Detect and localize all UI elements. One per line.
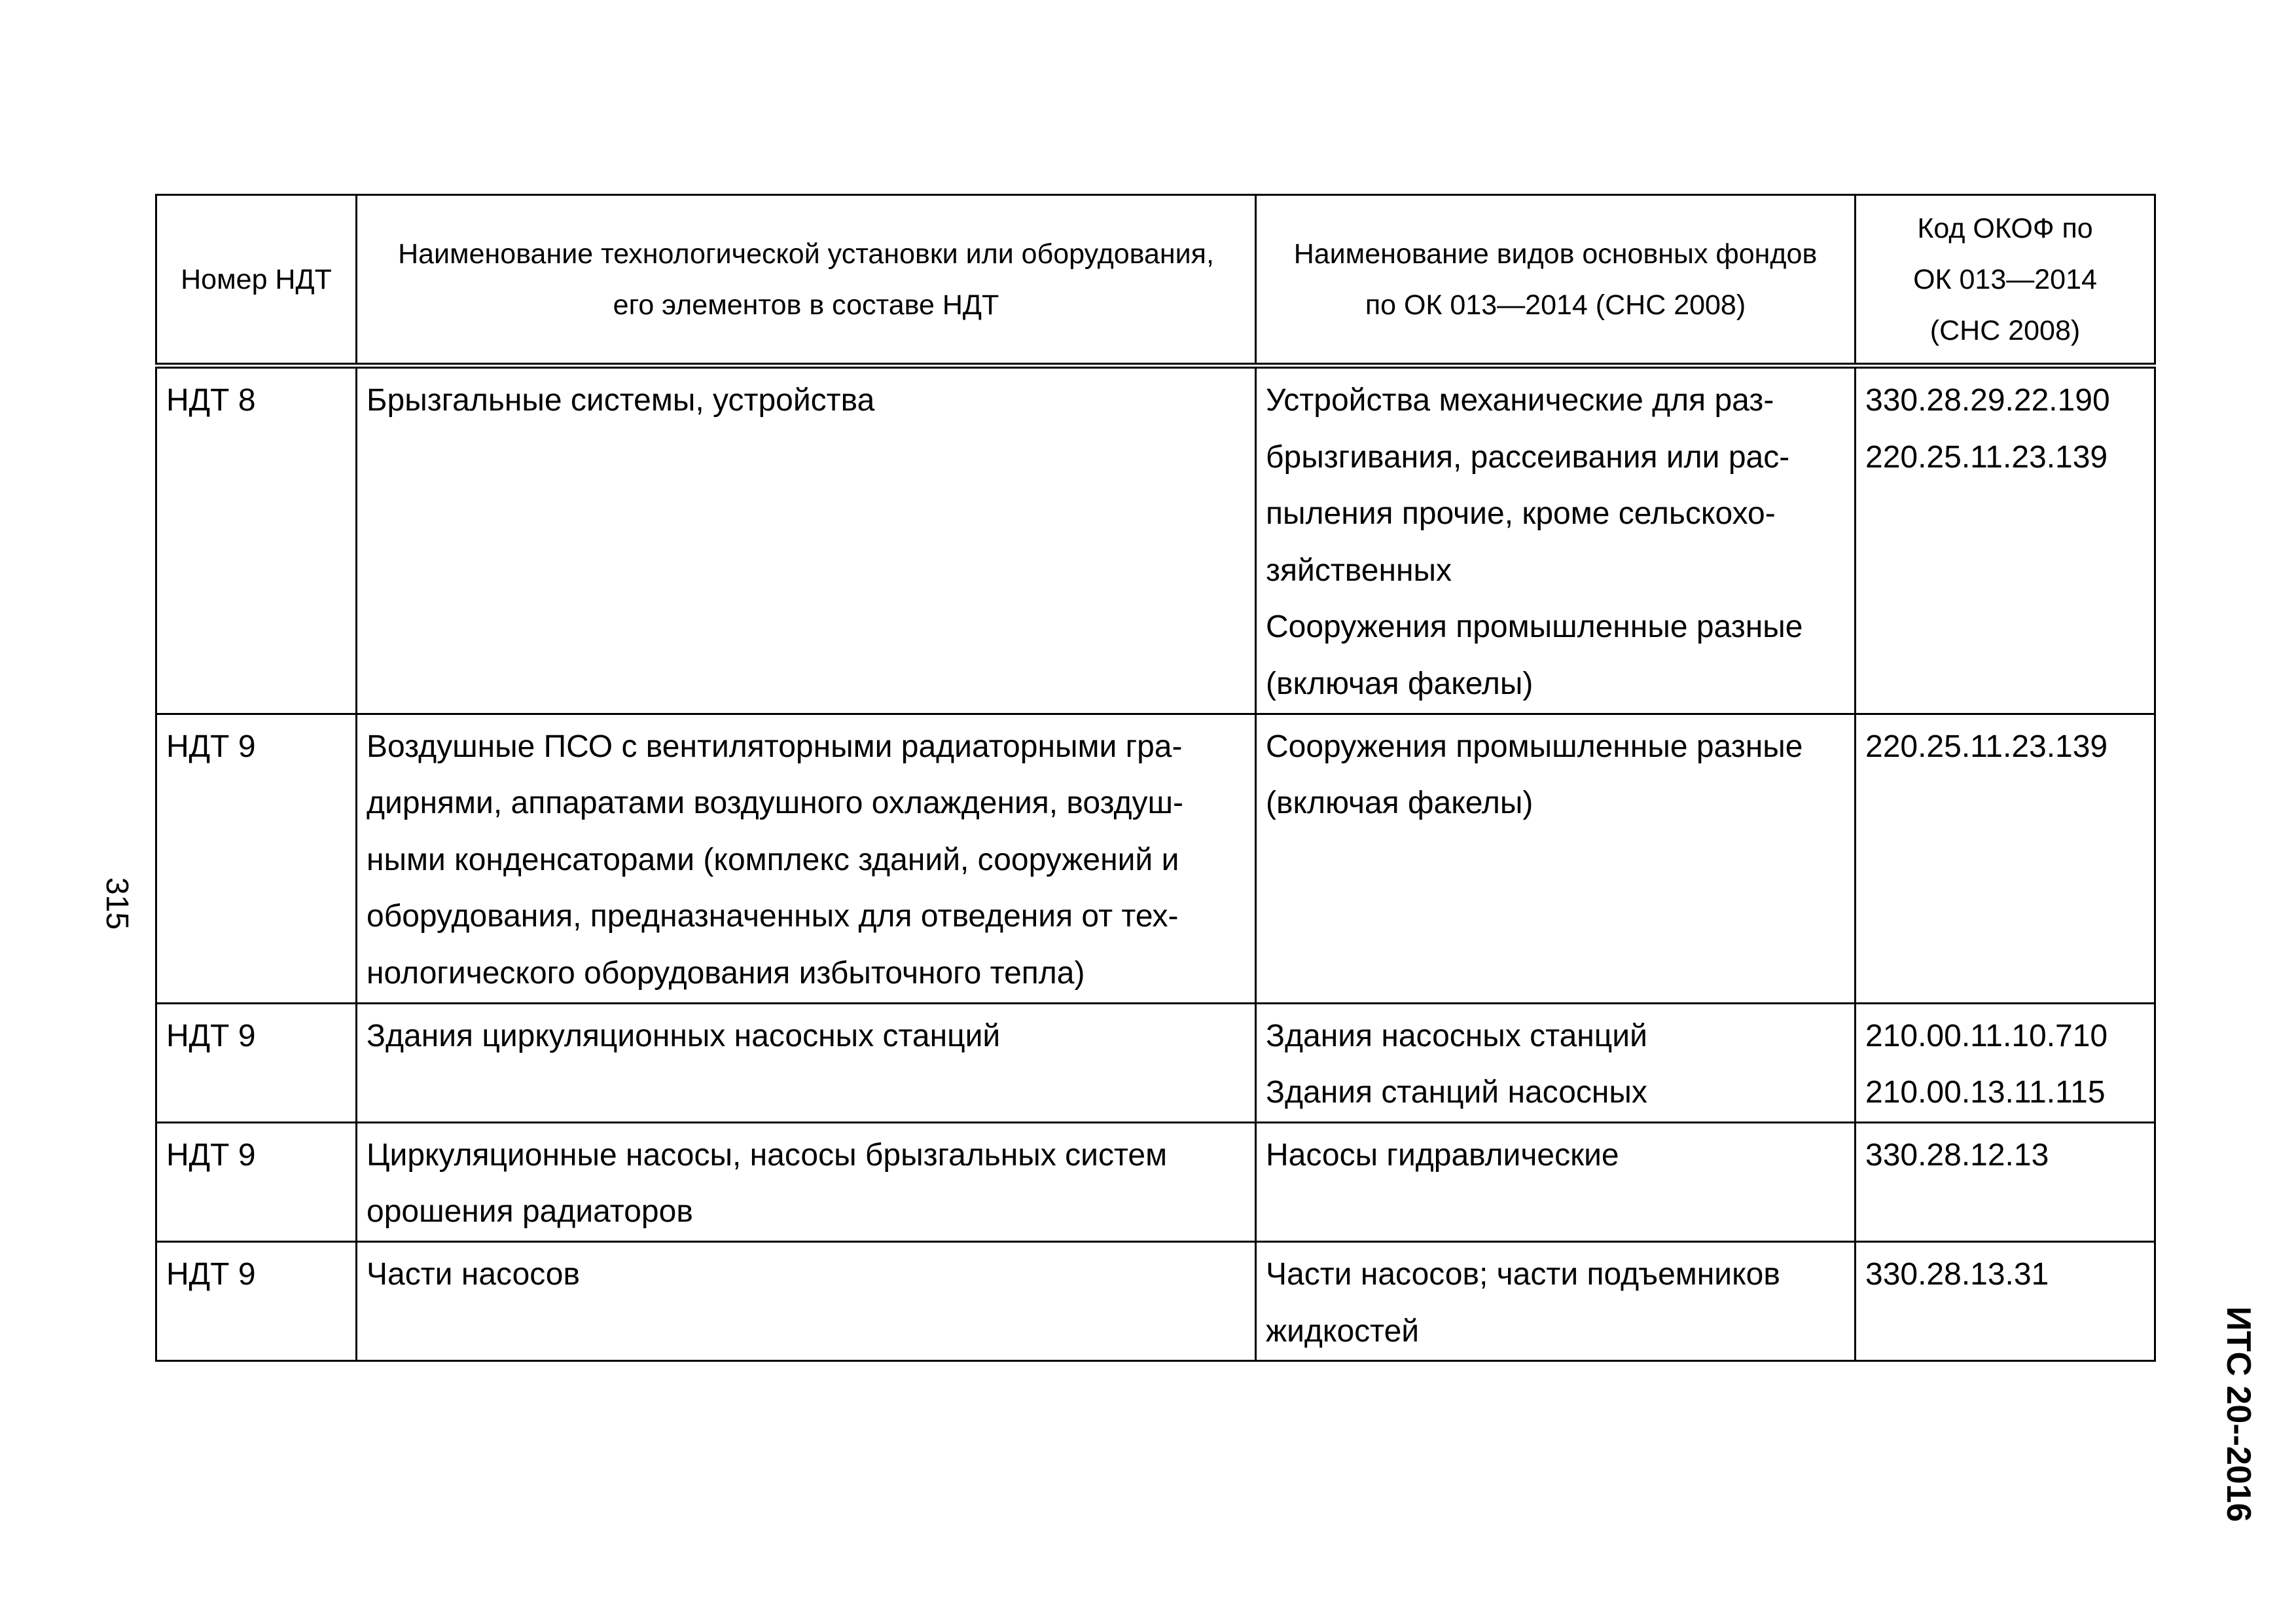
cell-text: НДТ 9	[166, 1256, 256, 1292]
cell-text: НДТ 9	[166, 1018, 256, 1053]
cell-text: Части насосов; части подъемников	[1266, 1256, 1780, 1292]
cell-number	[156, 366, 357, 714]
cell-text: Здания насосных станций	[1266, 1018, 1647, 1053]
cell-text: Устройства механические для раз-	[1266, 383, 1774, 418]
cell-name	[357, 1241, 1256, 1360]
header-number	[156, 195, 357, 366]
header-text: Наименование видов основных фондов	[1293, 238, 1818, 270]
cell-number	[156, 1003, 357, 1122]
header-text: Код ОКОФ по	[1917, 212, 2093, 244]
cell-name	[357, 1122, 1256, 1241]
header-text: Номер НДТ	[181, 263, 332, 295]
cell-text: 210.00.11.10.710	[1865, 1018, 2108, 1053]
header-text: по ОК 013—2014 (СНС 2008)	[1365, 289, 1746, 321]
cell-name	[357, 366, 1256, 714]
cell-text: ными конденсаторами (комплекс зданий, сооружений и	[367, 842, 1179, 877]
table-row	[156, 366, 2155, 714]
page-number: 315	[99, 877, 134, 930]
cell-code	[1856, 714, 2155, 1003]
cell-text: нологического оборудования избыточного тепла)	[367, 955, 1085, 991]
cell-text: Сооружения промышленные разные	[1266, 729, 1803, 764]
table-row	[156, 1122, 2155, 1241]
cell-text: 330.28.13.31	[1865, 1256, 2049, 1292]
cell-fund	[1256, 366, 1856, 714]
cell-text: (включая факелы)	[1266, 666, 1534, 701]
cell-text: Брызгальные системы, устройства	[367, 383, 875, 418]
cell-text: зяйственных	[1266, 553, 1452, 588]
cell-fund	[1256, 1241, 1856, 1360]
cell-number	[156, 1241, 357, 1360]
table-row	[156, 1241, 2155, 1360]
cell-text: Здания станций насосных	[1266, 1075, 1647, 1110]
header-code	[1856, 195, 2155, 366]
cell-fund	[1256, 1122, 1856, 1241]
cell-text: Сооружения промышленные разные	[1266, 610, 1803, 645]
cell-text: Циркуляционные насосы, насосы брызгальных систем	[367, 1137, 1168, 1173]
header-fund	[1256, 195, 1856, 366]
cell-code	[1856, 1003, 2155, 1122]
okof-table	[155, 194, 2156, 1362]
cell-text: 330.28.12.13	[1865, 1137, 2049, 1173]
cell-code	[1856, 1241, 2155, 1360]
cell-text: Насосы гидравлические	[1266, 1137, 1619, 1173]
cell-fund	[1256, 714, 1856, 1003]
cell-text: орошения радиаторов	[367, 1194, 693, 1230]
table-header	[156, 195, 2155, 366]
cell-text: брызгивания, рассеивания или рас-	[1266, 439, 1790, 475]
table-body	[156, 366, 2155, 1361]
cell-name	[357, 1003, 1256, 1122]
cell-code	[1856, 366, 2155, 714]
header-name	[357, 195, 1256, 366]
cell-text: НДТ 8	[166, 383, 256, 418]
cell-text: 210.00.13.11.115	[1865, 1075, 2106, 1110]
cell-text: 220.25.11.23.139	[1865, 439, 2108, 475]
cell-text: жидкостей	[1266, 1313, 1420, 1349]
cell-number	[156, 1122, 357, 1241]
cell-text: 330.28.29.22.190	[1865, 383, 2110, 418]
cell-code	[1856, 1122, 2155, 1241]
cell-text: Здания циркуляционных насосных станций	[367, 1018, 1001, 1053]
cell-text: дирнями, аппаратами воздушного охлаждения, воздуш-	[367, 786, 1183, 821]
table-row	[156, 714, 2155, 1003]
cell-text: Воздушные ПСО с вентиляторными радиаторными гра-	[367, 729, 1183, 764]
cell-name	[357, 714, 1256, 1003]
header-row	[156, 195, 2155, 366]
cell-text: НДТ 9	[166, 1137, 256, 1173]
cell-number	[156, 714, 357, 1003]
cell-text: Части насосов	[367, 1256, 580, 1292]
cell-text: (включая факелы)	[1266, 786, 1534, 821]
header-text: (СНС 2008)	[1929, 314, 2081, 346]
cell-text: НДТ 9	[166, 729, 256, 764]
cell-text: 220.25.11.23.139	[1865, 729, 2108, 764]
cell-text: пыления прочие, кроме сельскохо-	[1266, 496, 1776, 532]
header-text: Наименование технологической установки или оборудования,	[398, 238, 1214, 270]
header-text: его элементов в составе НДТ	[613, 289, 999, 321]
cell-fund	[1256, 1003, 1856, 1122]
document-code: ИТС 20--2016	[2219, 1306, 2257, 1522]
header-text: ОК 013—2014	[1913, 263, 2097, 295]
cell-text: оборудования, предназначенных для отведения от тех-	[367, 899, 1179, 934]
table-row	[156, 1003, 2155, 1122]
